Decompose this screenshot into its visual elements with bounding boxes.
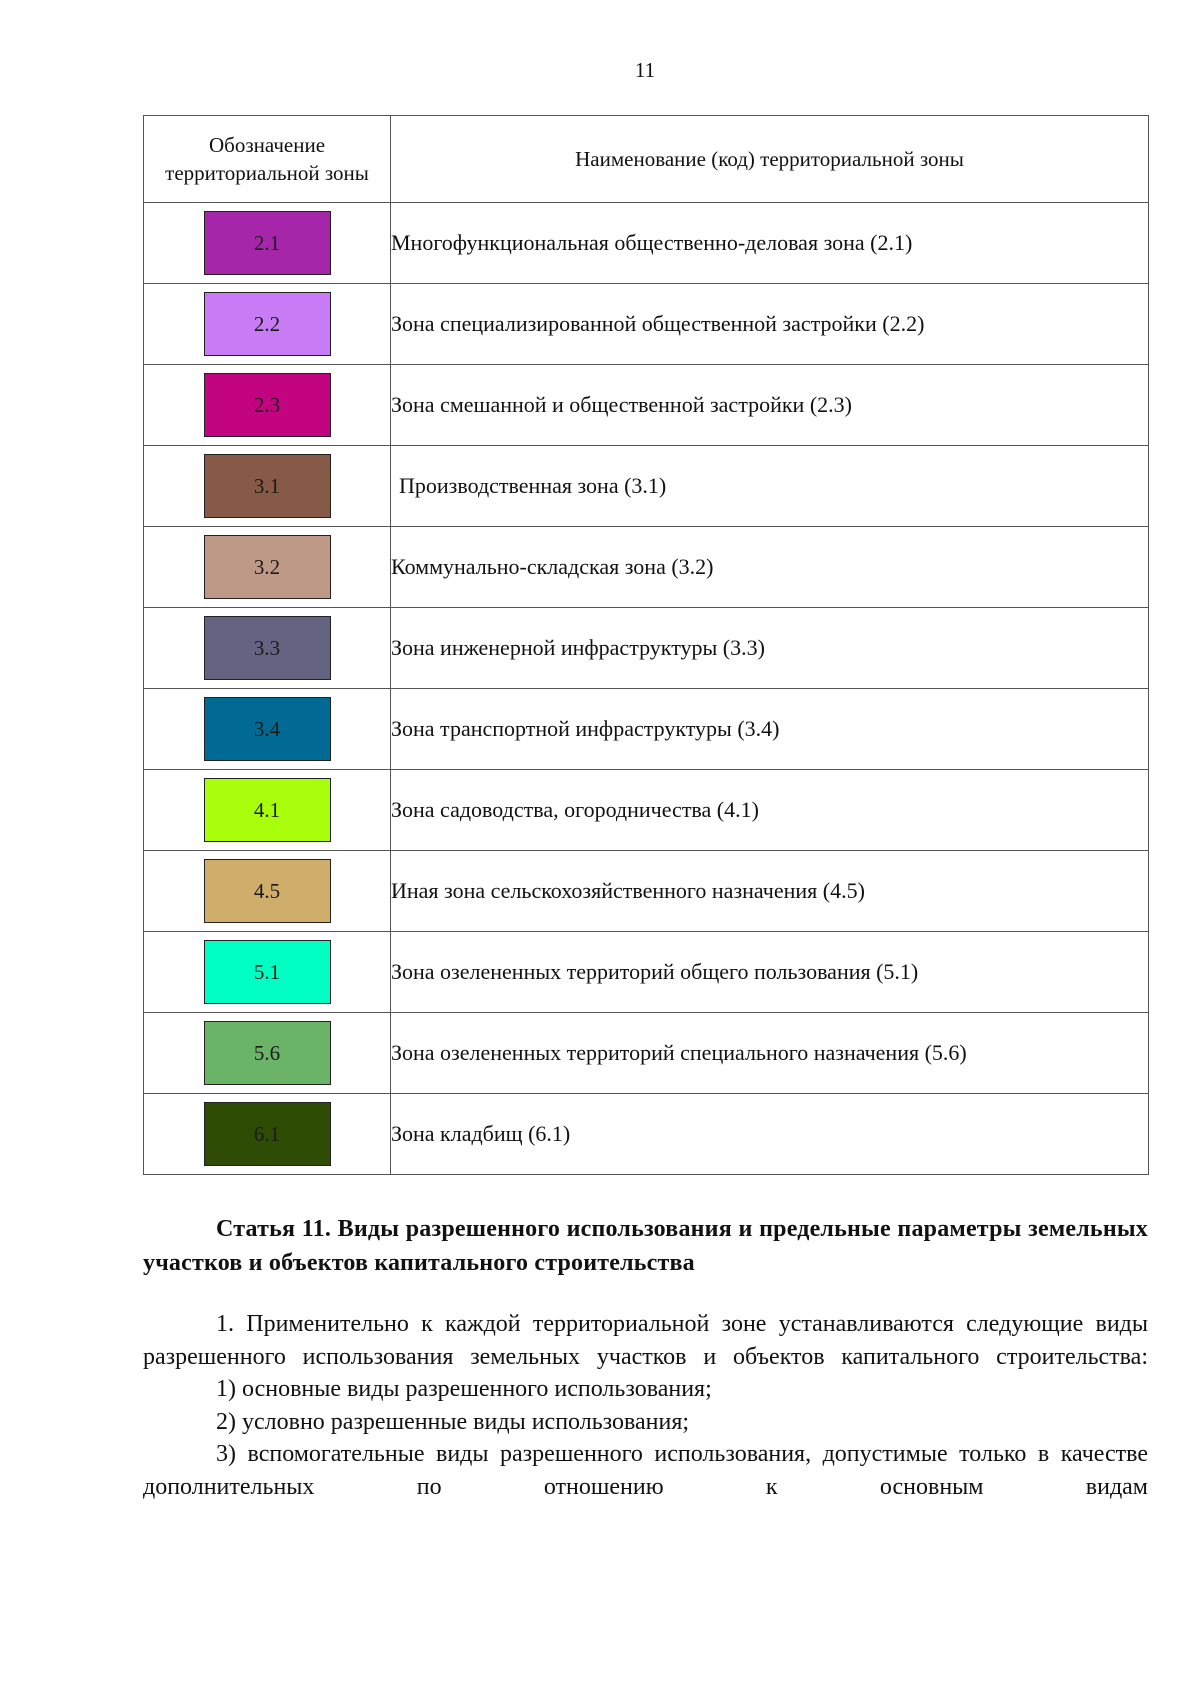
swatch-cell xyxy=(144,689,391,770)
article-body xyxy=(143,1308,1148,1503)
article-title: Статья 11. Виды разрешенного использования и предельные параметры земельных участков и объектов капитального строительства xyxy=(143,1216,1148,1276)
zone-name: Зона озелененных территорий специального назначения (5.6) xyxy=(391,1013,1149,1094)
zone-code: 3.3 xyxy=(253,635,281,660)
table-row xyxy=(144,1013,1149,1094)
zone-color-swatch xyxy=(204,454,331,518)
zone-name: Зона транспортной инфраструктуры (3.4) xyxy=(391,689,1149,770)
table-row xyxy=(144,1094,1149,1175)
table-row xyxy=(144,203,1149,284)
table-row xyxy=(144,608,1149,689)
swatch-cell xyxy=(144,932,391,1013)
table-row xyxy=(144,284,1149,365)
table-header-row xyxy=(144,116,1149,203)
zone-code: 2.3 xyxy=(253,392,281,417)
zone-color-swatch xyxy=(204,940,331,1004)
swatch-cell xyxy=(144,365,391,446)
zone-name: Зона садоводства, огородничества (4.1) xyxy=(391,770,1149,851)
zone-code: 6.1 xyxy=(253,1121,281,1146)
zone-color-swatch xyxy=(204,211,331,275)
swatch-cell xyxy=(144,1013,391,1094)
zone-name: Производственная зона (3.1) xyxy=(391,446,1149,527)
swatch-cell xyxy=(144,770,391,851)
swatch-cell xyxy=(144,1094,391,1175)
table-row xyxy=(144,851,1149,932)
zone-color-swatch xyxy=(204,373,331,437)
table-row xyxy=(144,365,1149,446)
zone-code: 2.2 xyxy=(253,311,281,336)
zone-name: Зона специализированной общественной застройки (2.2) xyxy=(391,284,1149,365)
zones-legend-table xyxy=(143,115,1149,1175)
zone-color-swatch xyxy=(204,697,331,761)
zone-code: 3.1 xyxy=(253,473,281,498)
list-item: 1) основные виды разрешенного использования; xyxy=(216,1376,712,1402)
zone-code: 2.1 xyxy=(253,230,281,255)
header-zone-name: Наименование (код) территориальной зоны xyxy=(391,116,1149,203)
zone-name: Зона озелененных территорий общего пользования (5.1) xyxy=(391,932,1149,1013)
zone-name: Зона инженерной инфраструктуры (3.3) xyxy=(391,608,1149,689)
list-item: 2) условно разрешенные виды использования; xyxy=(216,1408,690,1435)
zone-name: Зона кладбищ (6.1) xyxy=(391,1094,1149,1175)
paragraph: 1. Применительно к каждой территориальной зоне устанавливаются следующие виды разрешенного использования земельных участков и объектов капитального строительства: xyxy=(143,1311,1148,1370)
swatch-cell xyxy=(144,608,391,689)
zone-code: 5.1 xyxy=(253,959,281,984)
zone-color-swatch xyxy=(204,859,331,923)
zone-code: 3.2 xyxy=(253,554,281,579)
zone-rows xyxy=(144,203,1149,1175)
swatch-cell xyxy=(144,446,391,527)
zone-color-swatch xyxy=(204,1021,331,1085)
swatch-cell xyxy=(144,284,391,365)
table-row xyxy=(144,932,1149,1013)
swatch-cell xyxy=(144,851,391,932)
table-row xyxy=(144,527,1149,608)
table-row xyxy=(144,689,1149,770)
list-item: 3) вспомогательные виды разрешенного использования, допустимые только в качестве дополнительных по отношению к основным видам xyxy=(143,1441,1148,1500)
swatch-cell xyxy=(144,203,391,284)
zone-code: 4.1 xyxy=(253,797,281,822)
zone-name: Иная зона сельскохозяйственного назначения (4.5) xyxy=(391,851,1149,932)
zone-name: Многофункциональная общественно-деловая зона (2.1) xyxy=(391,203,1149,284)
zone-color-swatch xyxy=(204,778,331,842)
swatch-cell xyxy=(144,527,391,608)
zone-color-swatch xyxy=(204,1102,331,1166)
zone-color-swatch xyxy=(204,616,331,680)
zone-color-swatch xyxy=(204,292,331,356)
zone-code: 3.4 xyxy=(253,716,281,741)
zone-name: Зона смешанной и общественной застройки (2.3) xyxy=(391,365,1149,446)
zone-code: 4.5 xyxy=(253,878,281,903)
table-row xyxy=(144,770,1149,851)
zone-name: Коммунально-складская зона (3.2) xyxy=(391,527,1149,608)
page-number: 11 xyxy=(634,58,656,82)
zone-color-swatch xyxy=(204,535,331,599)
zone-code: 5.6 xyxy=(253,1040,281,1065)
table-row xyxy=(144,446,1149,527)
header-designation: Обозначение территориальной зоны xyxy=(144,116,391,203)
